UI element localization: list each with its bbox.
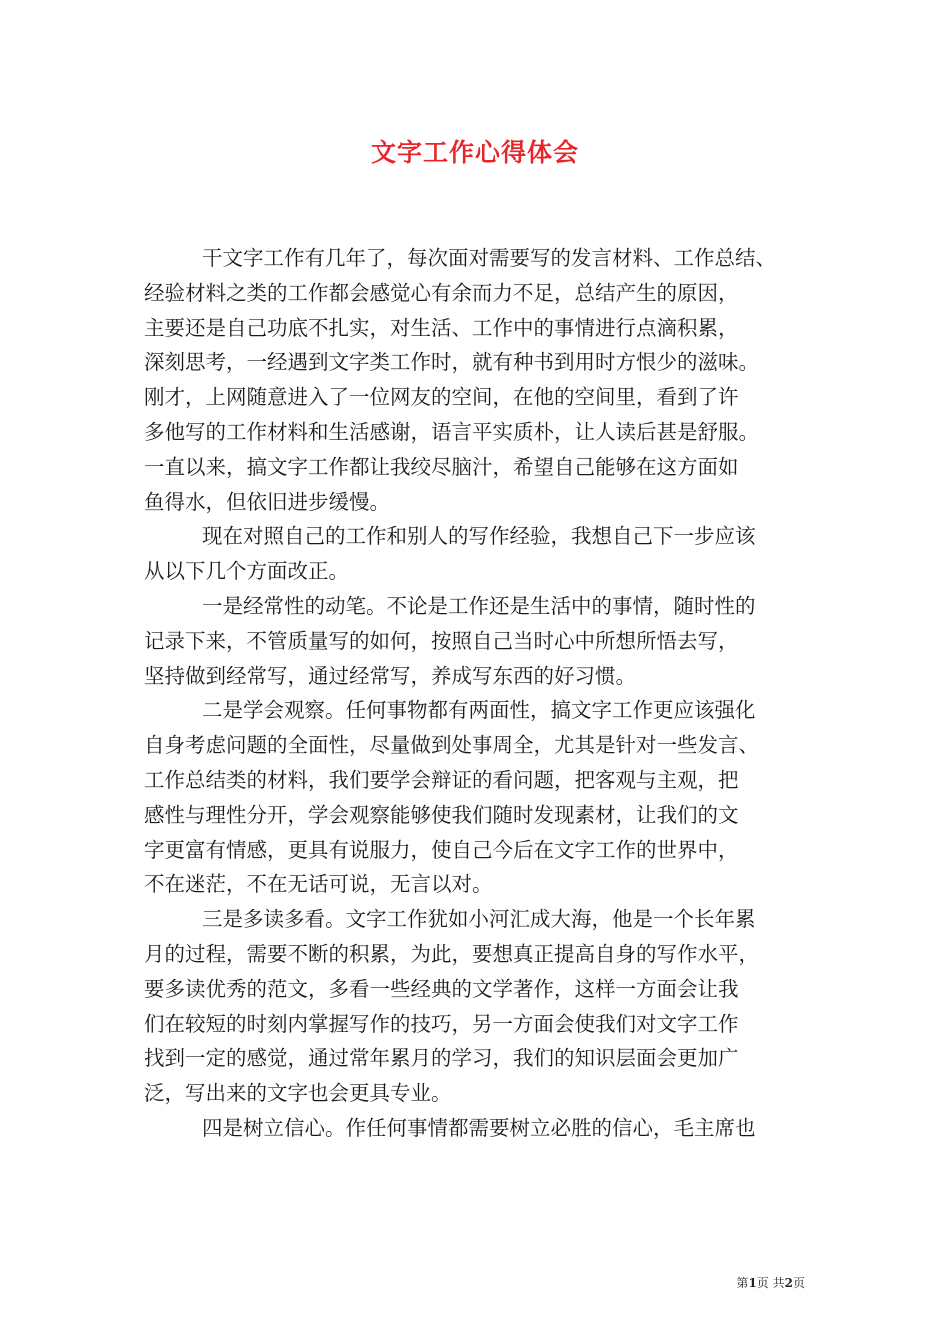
document-title: 文字工作心得体会 (370, 138, 579, 167)
document-body (144, 241, 810, 1146)
text-line: 感性与理性分开，学会观察能够使我们随时发现素材，让我们的文 (144, 802, 739, 827)
text-line: 从以下几个方面改正。 (144, 559, 349, 584)
footer-suffix: 页 (792, 1276, 805, 1290)
text-line: 一是经常性的动笔。不论是工作还是生活中的事情，随时性的 (202, 593, 756, 618)
current-page-number: 1 (748, 1276, 757, 1290)
footer-middle: 页 共 (756, 1276, 785, 1290)
text-line: 一直以来，搞文字工作都让我绞尽脑汁，希望自己能够在这方面如 (144, 454, 739, 479)
text-line: 要多读优秀的范文，多看一些经典的文学著作，这样一方面会让我 (144, 976, 739, 1001)
text-line: 主要还是自己功底不扎实，对生活、工作中的事情进行点滴积累， (144, 315, 739, 340)
text-line: 经验材料之类的工作都会感觉心有余而力不足，总结产生的原因， (144, 280, 739, 305)
text-line: 记录下来，不管质量写的如何，按照自己当时心中所想所悟去写， (144, 628, 739, 653)
page-footer (736, 1274, 805, 1291)
text-line: 现在对照自己的工作和别人的写作经验，我想自己下一步应该 (202, 524, 756, 549)
text-line: 三是多读多看。文字工作犹如小河汇成大海，他是一个长年累 (202, 907, 756, 932)
text-line: 刚才，上网随意进入了一位网友的空间，在他的空间里，看到了许 (144, 385, 739, 410)
text-line: 鱼得水，但依旧进步缓慢。 (144, 489, 390, 514)
text-line: 找到一定的感觉，通过常年累月的学习，我们的知识层面会更加广 (144, 1046, 739, 1071)
text-line: 多他写的工作材料和生活感谢，语言平实质朴，让人读后甚是舒服。 (144, 419, 759, 444)
text-line: 坚持做到经常写，通过经常写，养成写东西的好习惯。 (144, 663, 636, 688)
text-line: 泛，写出来的文字也会更具专业。 (144, 1081, 452, 1106)
text-line: 二是学会观察。任何事物都有两面性，搞文字工作更应该强化 (202, 698, 756, 723)
text-line: 四是树立信心。作任何事情都需要树立必胜的信心，毛主席也 (202, 1115, 756, 1140)
text-line: 月的过程，需要不断的积累，为此，要想真正提高自身的写作水平， (144, 941, 759, 966)
total-page-number: 2 (784, 1276, 793, 1290)
text-line: 们在较短的时刻内掌握写作的技巧，另一方面会使我们对文字工作 (144, 1011, 739, 1036)
text-line: 不在迷茫，不在无话可说，无言以对。 (144, 872, 493, 897)
text-line: 工作总结类的材料，我们要学会辩证的看问题，把客观与主观，把 (144, 767, 739, 792)
text-line: 干文字工作有几年了，每次面对需要写的发言材料、工作总结、 (202, 246, 776, 270)
text-line: 深刻思考，一经遇到文字类工作时，就有种书到用时方恨少的滋味。 (144, 350, 759, 375)
footer-prefix: 第 (736, 1276, 749, 1290)
text-line: 字更富有情感，更具有说服力，使自己今后在文字工作的世界中， (144, 837, 739, 862)
text-line: 自身考虑问题的全面性，尽量做到处事周全，尤其是针对一些发言、 (144, 733, 759, 758)
